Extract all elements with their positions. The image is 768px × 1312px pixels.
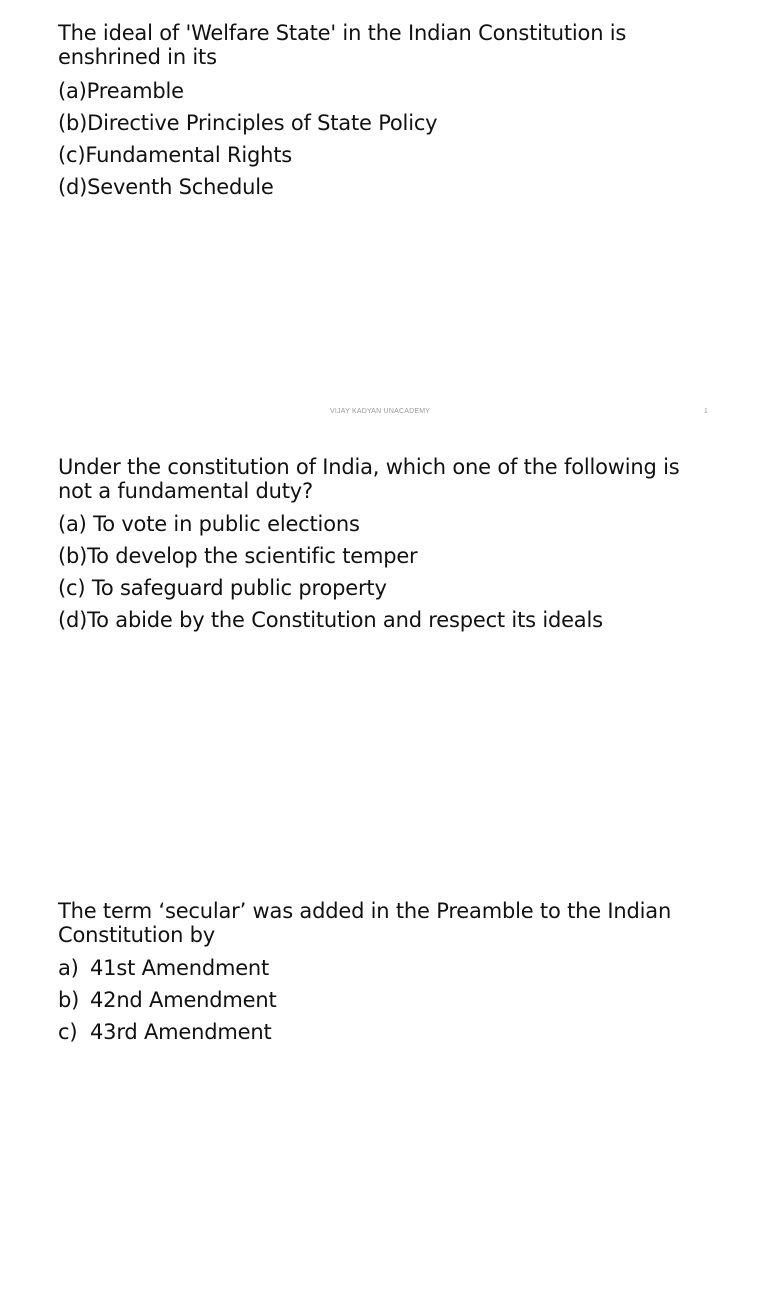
option-text: To develop the scientific temper: [87, 544, 418, 568]
option-text: Fundamental Rights: [85, 143, 293, 167]
option-text: Seventh Schedule: [87, 175, 274, 199]
option-d: [58, 171, 437, 203]
option-c: [58, 572, 603, 604]
option-text: To vote in public elections: [93, 512, 360, 536]
option-a: [58, 508, 603, 540]
option-a: [58, 75, 437, 107]
option-letter: b): [58, 988, 80, 1012]
option-text: Preamble: [86, 79, 184, 103]
option-text: 43rd Amendment: [90, 1020, 272, 1044]
question-2-options: [58, 508, 603, 636]
option-text: 41st Amendment: [90, 956, 270, 980]
slide-2: [0, 434, 768, 868]
option-b: [58, 984, 277, 1016]
slide-3: [0, 878, 768, 1312]
option-c: [58, 139, 437, 171]
question-2-text: Under the constitution of India, which one of the following is not a fundamental duty?: [58, 455, 680, 503]
footer-author: VIJAY KADYAN UNACADEMY: [330, 408, 431, 415]
option-a: [58, 952, 277, 984]
option-letter: (d): [58, 608, 88, 632]
slide-1: [0, 0, 768, 434]
question-1-text: The ideal of 'Welfare State' in the Indian Constitution is enshrined in its: [58, 21, 627, 69]
option-letter: (d): [58, 175, 88, 199]
option-letter: (b): [58, 544, 88, 568]
slide-footer: [0, 408, 768, 418]
option-letter: a): [58, 956, 79, 980]
option-letter: c): [58, 1020, 78, 1044]
option-letter: (a): [58, 512, 87, 536]
question-3-text: The term ‘secular’ was added in the Preamble to the Indian Constitution by: [58, 899, 672, 947]
option-letter: (c): [58, 576, 86, 600]
option-d: [58, 604, 603, 636]
option-letter: (a): [58, 79, 87, 103]
question-3-options: [58, 952, 277, 1048]
option-c: [58, 1016, 277, 1048]
option-text: Directive Principles of State Policy: [87, 111, 438, 135]
option-letter: (b): [58, 111, 88, 135]
option-text: 42nd Amendment: [90, 988, 277, 1012]
option-b: [58, 107, 437, 139]
option-text: To abide by the Constitution and respect its ideals: [87, 608, 603, 632]
option-letter: (c): [58, 143, 86, 167]
option-text: To safeguard public property: [91, 576, 387, 600]
footer-page-number: 1: [704, 408, 708, 415]
question-1-options: [58, 75, 437, 203]
option-b: [58, 540, 603, 572]
